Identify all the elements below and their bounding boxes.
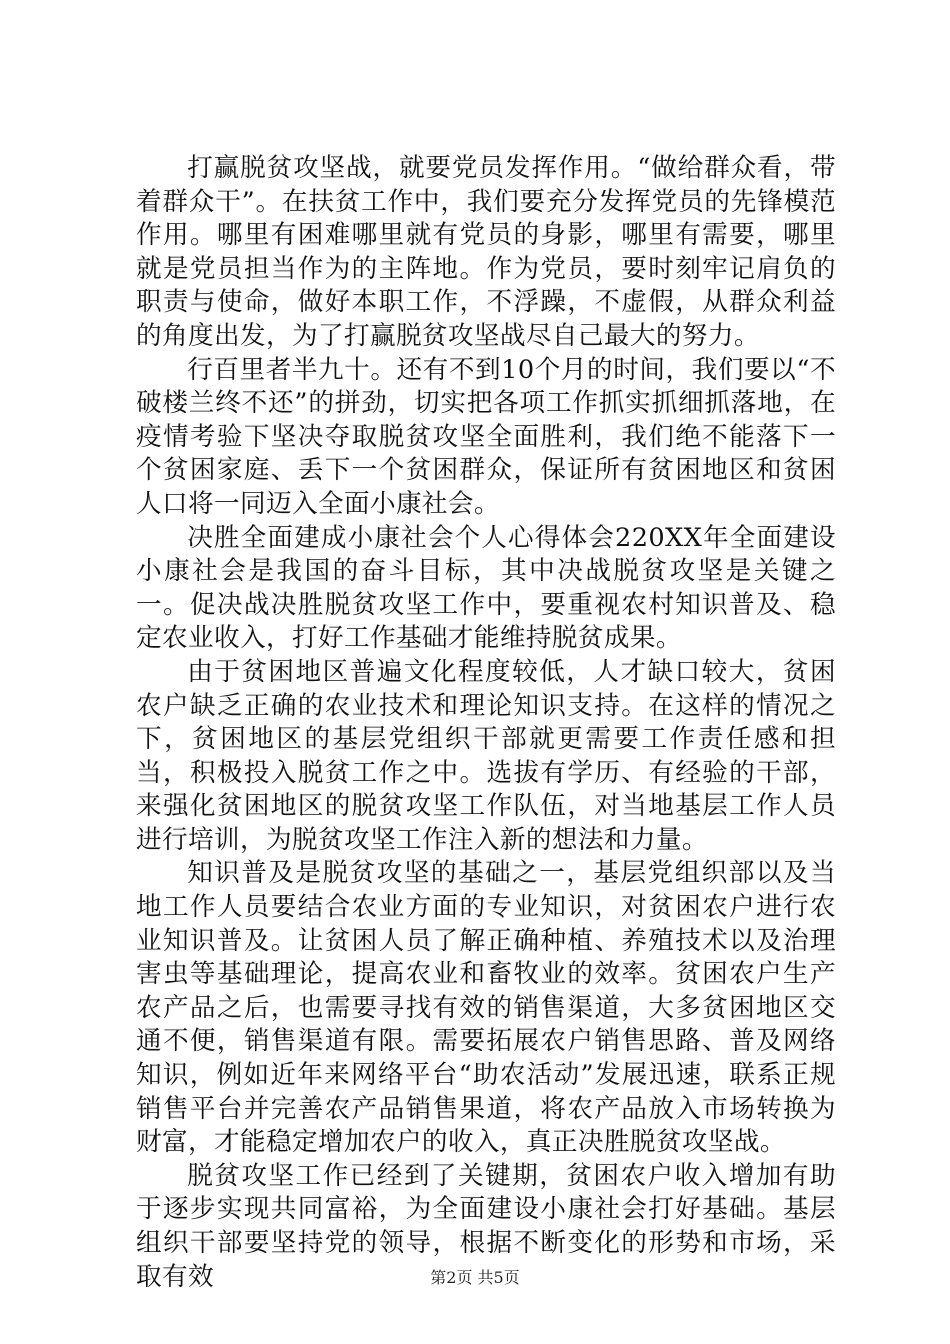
page-number-footer: 第2页 共5页 [430,1268,520,1287]
paragraph: 行百里者半九十。还有不到10个月的时间，我们要以“不破楼兰终不还”的拼劲，切实把各项工作抓实抓细抓落地，在疫情考验下坚决夺取脱贫攻坚全面胜利，我们绝不能落下一个贫困家庭、丢下一个贫困群众，保证所有贫困地区和贫困人口将一同迈入全面小康社会。 [136,354,836,519]
paragraph: 由于贫困地区普遍文化程度较低，人才缺口较大，贫困农户缺乏正确的农业技术和理论知识支持。在这样的情况之下，贫困地区的基层党组织干部就更需要工作责任感和担当，积极投入脱贫工作之中。选拔有学历、有经验的干部，来强化贫困地区的脱贫攻坚工作队伍，对当地基层工作人员进行培训，为脱贫攻坚工作注入新的想法和力量。 [136,656,836,855]
document-body [136,152,836,1294]
paragraph: 决胜全面建成小康社会个人心得体会220XX年全面建设小康社会是我国的奋斗目标，其中决战脱贫攻坚是关键之一。促决战决胜脱贫攻坚工作中，要重视农村知识普及、稳定农业收入，打好工作基础才能维持脱贫成果。 [136,522,836,654]
paragraph: 知识普及是脱贫攻坚的基础之一，基层党组织部以及当地工作人员要结合农业方面的专业知识，对贫困农户进行农业知识普及。让贫困人员了解正确种植、养殖技术以及治理害虫等基础理论，提高农业和畜牧业的效率。贫困农户生产农产品之后，也需要寻找有效的销售渠道，大多贫困地区交通不便，销售渠道有限。需要拓展农户销售思路、普及网络知识，例如近年来网络平台“助农活动”发展迅速，联系正规销售平台并完善农产品销售果道，将农产品放入市场转换为财富，才能稳定增加农户的收入，真正决胜脱贫攻坚战。 [136,858,836,1158]
paragraph: 脱贫攻坚工作已经到了关键期，贫困农户收入增加有助于逐步实现共同富裕，为全面建设小康社会打好基础。基层组织干部要坚持党的领导，根据不断变化的形势和市场，采取有效 [136,1160,836,1292]
paragraph: 打赢脱贫攻坚战，就要党员发挥作用。“做给群众看，带着群众干”。在扶贫工作中，我们要充分发挥党员的先锋模范作用。哪里有困难哪里就有党员的身影，哪里有需要，哪里就是党员担当作为的主阵地。作为党员，要时刻牢记肩负的职责与使命，做好本职工作，不浮躁，不虚假，从群众利益的角度出发，为了打赢脱贫攻坚战尽自己最大的努力。 [136,153,836,351]
